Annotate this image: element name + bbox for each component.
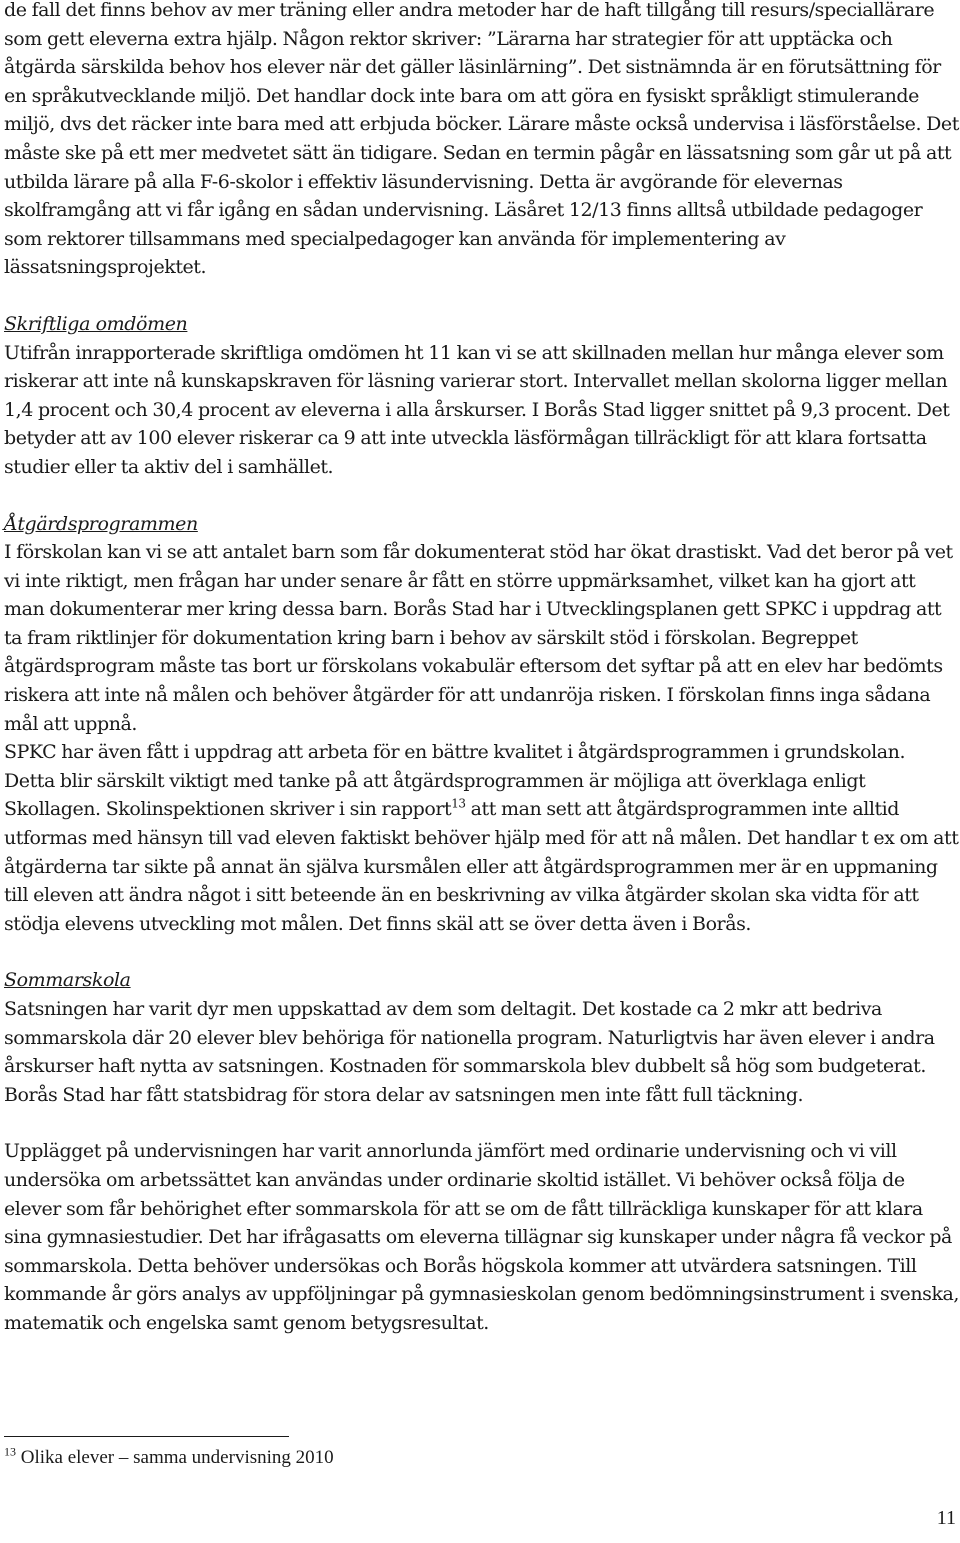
page-number: 11 <box>936 1507 956 1529</box>
footnote-reference: 13 <box>451 797 466 812</box>
paragraph-forskolan: I förskolan kan vi se att antalet barn som får dokumenterat stöd har ökat drastiskt. Vad det beror på vet vi inte riktigt, men frågan har under senare år fått en större uppmärksamhet, vilket kan ha gjort att man dokumenterar mer kring dessa barn. Borås Stad har i Utvecklingsplanen gett SPKC i uppdrag att ta fram riktlinjer för dokumentation kring barn i behov av särskilt stöd i förskolan. Begreppet åtgärdsprogram måste tas bort ur förskolans vokabulär eftersom det syftar på att en elev har bedömts riskera att inte nå målen och behöver åtgärder för att undanröja risken. I förskolan finns inga sådana mål att uppnå. <box>4 541 953 735</box>
paragraph-sommarskola: Satsningen har varit dyr men uppskattad av dem som deltagit. Det kostade ca 2 mkr att bedriva sommarskola där 20 elever blev behöriga för nationella program. Naturligtvis har även elever i andra årskurser haft nytta av satsningen. Kostnaden för sommarskola blev dubbelt så hög som budgeterat. Borås Stad har fått statsbidrag för stora delar av satsningen men inte fått full täckning. <box>4 998 935 1106</box>
paragraph-spkc-part1: SPKC har även fått i uppdrag att arbeta för en bättre kvalitet i åtgärdsprogrammen i grundskolan. Detta blir särskilt viktigt med tanke på att åtgärdsprogrammen är möjliga att överklaga enligt Skollagen. Skolinspektionen skriver i sin rapport <box>4 741 906 821</box>
footnote-divider <box>4 1436 289 1437</box>
heading-skriftliga-omdomen: Skriftliga omdömen <box>4 312 188 335</box>
footnote-text: Olika elever – samma undervisning 2010 <box>20 1447 334 1468</box>
paragraph-spkc <box>4 738 960 938</box>
document-page <box>4 0 960 1338</box>
footnote-number: 13 <box>4 1444 16 1459</box>
paragraph-lasinlarning: de fall det finns behov av mer träning eller andra metoder har de haft tillgång till resurs/speciallärare som gett eleverna extra hjälp. Någon rektor skriver: ”Lärarna har strategier för att upptäcka och åtgärda särskilda behov hos elever när det gäller läsinlärning”. Det sistnämnda är en förutsättning för en språkutvecklande miljö. Det handlar dock inte bara om att göra en fysiskt språkligt stimulerande miljö, dvs det räcker inte bara med att erbjuda böcker. Lärare måste också undervisa i läsförståelse. Det måste ske på ett mer medvetet sätt än tidigare. Sedan en termin pågår en lässatsning som går ut på att utbilda lärare på alla F-6-skolor i effektiv läsundervisning. Detta är avgörande för elevernas skolframgång att vi får igång en sådan undervisning. Läsåret 12/13 finns alltså utbildade pedagoger som rektorer tillsammans med specialpedagoger kan använda för implementering av lässatsningsprojektet. <box>4 0 959 279</box>
paragraph-spkc-part2: att man sett att åtgärdsprogrammen inte alltid utformas med hänsyn till vad eleven faktiskt behöver hjälp med för att nå målen. Det handlar t ex om att åtgärderna tar sikte på annat än själva kursmålen eller att åtgärdsprogrammen mer är en uppmaning till eleven att ändra något i sitt beteende än en beskrivning av vilka åtgärder skolan ska vidta för att stödja elevens utveckling mot målen. Det finns skäl att se över detta även i Borås. <box>4 798 959 935</box>
paragraph-upplagget: Upplägget på undervisningen har varit annorlunda jämfört med ordinarie undervisning och vi vill undersöka om arbetssättet kan användas under ordinarie skoltid istället. Vi behöver också följa de elever som får behörighet efter sommarskola för att se om de fått tillräckliga kunskaper för att klara sina gymnasiestudier. Det har ifrågasatts om eleverna tillägnar sig kunskaper under några få veckor på sommarskola. Detta behöver undersökas och Borås högskola kommer att utvärdera satsningen. Till kommande år görs analys av uppföljningar på gymnasieskolan genom bedömningsinstrument i svenska, matematik och engelska samt genom betygsresultat. <box>4 1140 959 1334</box>
footnote <box>4 1446 334 1470</box>
paragraph-skriftliga-omdomen: Utifrån inrapporterade skriftliga omdömen ht 11 kan vi se att skillnaden mellan hur många elever som riskerar att inte nå kunskapskraven för läsning varierar stort. Intervallet mellan skolorna ligger mellan 1,4 procent och 30,4 procent av eleverna i alla årskurser. I Borås Stad ligger snittet på 9,3 procent. Det betyder att av 100 elever riskerar ca 9 att inte utveckla läsförmågan tillräckligt för att klara fortsatta studier eller ta aktiv del i samhället. <box>4 341 950 478</box>
heading-sommarskola: Sommarskola <box>4 969 131 992</box>
heading-atgardsprogrammen: Åtgärdsprogrammen <box>4 512 198 535</box>
